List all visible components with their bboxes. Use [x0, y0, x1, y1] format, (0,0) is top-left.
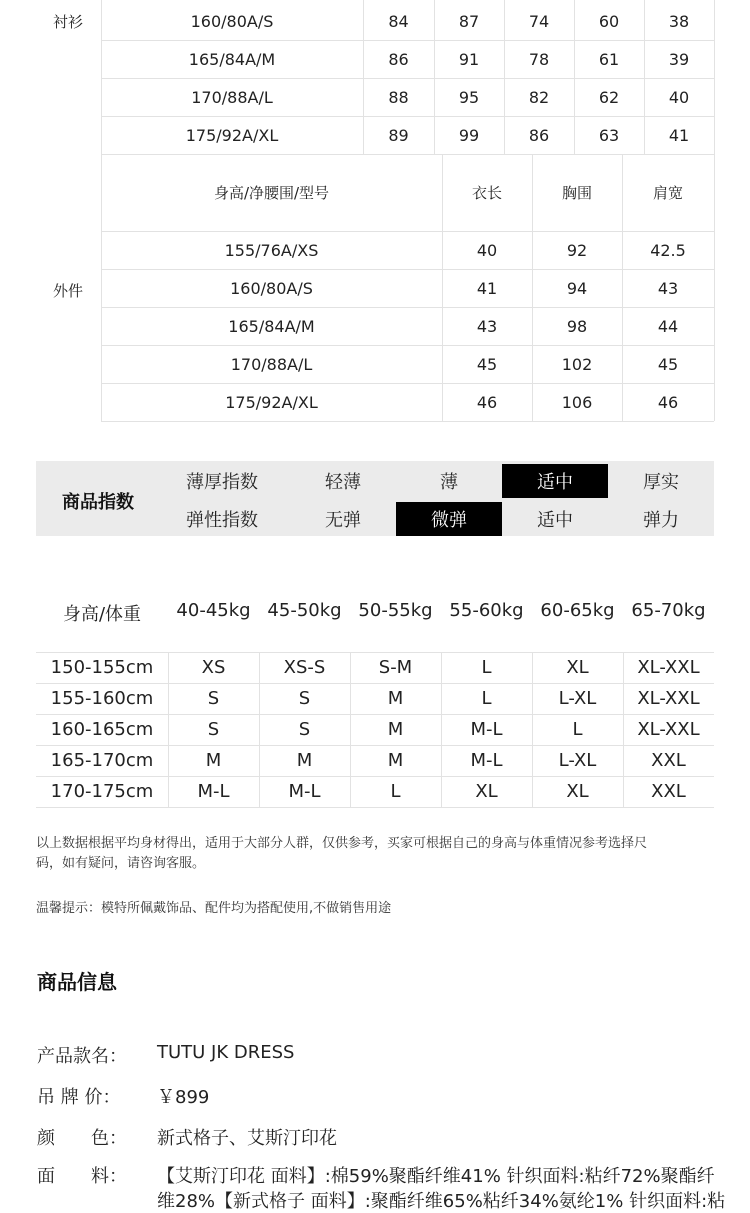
grid-line — [623, 652, 624, 807]
grid-line — [101, 421, 714, 422]
grid-line — [532, 652, 533, 807]
info-field-value: 【艾斯汀印花 面料】:棉59%聚酯纤维41% 针织面料:粘纤72%聚酯纤 — [157, 1166, 715, 1187]
rec-cell: 170-175cm — [50, 781, 154, 802]
outer-cell: 45 — [476, 354, 498, 374]
rec-header-cell: 60-65kg — [540, 600, 615, 621]
shirt-cell: 87 — [458, 11, 480, 31]
outer-cell: 155/76A/XS — [224, 240, 319, 260]
rec-cell: S — [207, 719, 220, 740]
rec-cell: XL-XXL — [637, 719, 700, 740]
shirt-cell: 39 — [668, 49, 690, 69]
info-field-value: ￥899 — [157, 1087, 210, 1108]
shirt-cell: 99 — [458, 125, 480, 145]
outer-cell: 41 — [476, 278, 498, 298]
shirt-cell: 170/88A/L — [191, 87, 273, 107]
grid-line — [574, 0, 575, 154]
data-note-line1: 以上数据根据平均身材得出，适用于大部分人群，仅供参考，买家可根据自己的身高与体重情况参考选择尺 — [36, 836, 648, 851]
outer-cell: 94 — [566, 278, 588, 298]
rec-header-cell: 45-50kg — [267, 600, 342, 621]
rec-cell: M-L — [288, 781, 321, 802]
index-option: 轻薄 — [325, 472, 361, 493]
rec-cell: M-L — [197, 781, 230, 802]
info-field-value: 维28%【新式格子 面料】:聚酯纤维65%粘纤34%氨纶1% 针织面料:粘 — [157, 1191, 726, 1212]
outer-cell: 102 — [561, 354, 593, 374]
outer-cell: 43 — [657, 278, 679, 298]
rec-cell: L-XL — [558, 688, 597, 709]
outer-header-cell: 衣长 — [471, 184, 502, 202]
index-row-label: 弹性指数 — [186, 510, 258, 531]
index-option: 弹力 — [643, 510, 679, 531]
outer-cell: 44 — [657, 316, 679, 336]
info-field-label: 吊 牌 价： — [37, 1087, 121, 1108]
rec-cell: M — [387, 750, 404, 771]
grid-line — [644, 0, 645, 154]
grid-line — [36, 652, 714, 653]
rec-cell: 150-155cm — [50, 657, 154, 678]
rec-cell: M — [205, 750, 222, 771]
outer-cell: 45 — [657, 354, 679, 374]
rec-cell: L — [572, 719, 583, 740]
rec-cell: XXL — [651, 750, 686, 771]
rec-header-cell: 55-60kg — [449, 600, 524, 621]
rec-cell: XL-XXL — [637, 688, 700, 709]
outer-cell: 165/84A/M — [228, 316, 315, 336]
rec-cell: L — [481, 657, 492, 678]
rec-cell: XL — [566, 781, 589, 802]
index-option: 无弹 — [325, 510, 361, 531]
outer-cell: 46 — [476, 392, 498, 412]
shirt-cell: 84 — [388, 11, 409, 31]
info-field-value: 新式格子、艾斯汀印花 — [157, 1128, 337, 1149]
info-field-label: 颜 色： — [37, 1128, 127, 1149]
shirt-cell: 91 — [458, 49, 480, 69]
rec-cell: XXL — [651, 781, 686, 802]
shirt-cell: 165/84A/M — [188, 49, 276, 69]
outer-cell: 160/80A/S — [230, 278, 313, 298]
grid-line — [532, 154, 533, 421]
rec-header-cell: 50-55kg — [358, 600, 433, 621]
rec-cell: XS — [201, 657, 226, 678]
info-field-label: 面 料： — [37, 1166, 127, 1187]
grid-line — [350, 652, 351, 807]
rec-cell: L — [390, 781, 401, 802]
grid-line — [259, 652, 260, 807]
index-option: 适中 — [537, 510, 573, 531]
info-field-label: 产品款名： — [37, 1046, 127, 1067]
grid-line — [714, 154, 715, 421]
shirt-cell: 74 — [528, 11, 550, 31]
rec-cell: M — [296, 750, 313, 771]
grid-line — [363, 0, 364, 154]
info-field-value: TUTU JK DRESS — [157, 1042, 295, 1063]
rec-cell: 165-170cm — [50, 750, 154, 771]
shirt-cell: 60 — [598, 11, 620, 31]
index-option: 厚实 — [643, 472, 679, 493]
outer-cell: 42.5 — [650, 240, 686, 260]
rec-header-cell: 65-70kg — [631, 600, 706, 621]
outer-cell: 43 — [476, 316, 498, 336]
grid-line — [101, 78, 714, 79]
rec-cell: XL — [566, 657, 589, 678]
rec-cell: L — [481, 688, 492, 709]
grid-line — [101, 154, 102, 421]
index-option: 适中 — [502, 464, 608, 498]
outer-header-cell: 身高/净腰围/型号 — [213, 184, 330, 202]
index-option: 薄 — [440, 472, 458, 493]
rec-header-cell: 身高/体重 — [62, 604, 142, 625]
outer-header-cell: 胸围 — [561, 184, 592, 202]
grid-line — [168, 652, 169, 807]
rec-cell: L-XL — [558, 750, 597, 771]
rec-cell: XL — [475, 781, 498, 802]
rec-cell: M — [387, 719, 404, 740]
shirt-cell: 175/92A/XL — [185, 125, 279, 145]
rec-cell: S — [207, 688, 220, 709]
outer-header-cell: 肩宽 — [652, 184, 683, 202]
grid-line — [622, 154, 623, 421]
outer-cell: 92 — [566, 240, 588, 260]
rec-cell: XS-S — [283, 657, 326, 678]
model-tip: 温馨提示：模特所佩戴饰品、配件均为搭配使用,不做销售用途 — [36, 901, 392, 916]
grid-line — [101, 116, 714, 117]
rec-cell: 160-165cm — [50, 719, 154, 740]
data-note-line2: 码，如有疑问，请咨询客服。 — [36, 856, 206, 871]
grid-line — [36, 807, 714, 808]
shirt-cell: 41 — [668, 125, 690, 145]
outer-cell: 106 — [561, 392, 593, 412]
shirt-cell: 38 — [668, 11, 690, 31]
rec-cell: M-L — [470, 750, 503, 771]
rec-cell: S-M — [378, 657, 413, 678]
grid-line — [434, 0, 435, 154]
rec-cell: M-L — [470, 719, 503, 740]
rec-header-cell: 40-45kg — [176, 600, 251, 621]
shirt-cell: 86 — [528, 125, 550, 145]
outer-cell: 46 — [657, 392, 679, 412]
grid-line — [714, 0, 715, 154]
shirt-section-label: 衬衫 — [53, 13, 84, 31]
product-index-title: 商品指数 — [62, 492, 134, 513]
grid-line — [504, 0, 505, 154]
shirt-cell: 160/80A/S — [190, 11, 274, 31]
grid-line — [442, 154, 443, 421]
shirt-cell: 40 — [668, 87, 690, 107]
shirt-cell: 86 — [388, 49, 409, 69]
grid-line — [441, 652, 442, 807]
grid-line — [36, 745, 714, 746]
index-row-label: 薄厚指数 — [186, 472, 258, 493]
rec-cell: S — [298, 688, 311, 709]
outer-cell: 170/88A/L — [230, 354, 313, 374]
rec-cell: S — [298, 719, 311, 740]
grid-line — [101, 40, 714, 41]
shirt-cell: 88 — [388, 87, 409, 107]
shirt-cell: 82 — [528, 87, 550, 107]
grid-line — [36, 776, 714, 777]
data-note — [36, 834, 726, 874]
rec-cell: 155-160cm — [50, 688, 154, 709]
shirt-cell: 78 — [528, 49, 550, 69]
index-option: 微弹 — [396, 502, 502, 536]
grid-line — [36, 714, 714, 715]
outer-cell: 98 — [566, 316, 588, 336]
shirt-cell: 61 — [598, 49, 620, 69]
rec-cell: M — [387, 688, 404, 709]
rec-cell: XL-XXL — [637, 657, 700, 678]
shirt-cell: 63 — [598, 125, 620, 145]
product-info-title: 商品信息 — [37, 970, 117, 994]
outer-cell: 40 — [476, 240, 498, 260]
shirt-cell: 62 — [598, 87, 620, 107]
outer-section-label: 外件 — [53, 282, 84, 300]
grid-line — [36, 683, 714, 684]
grid-line — [101, 0, 102, 154]
shirt-cell: 95 — [458, 87, 480, 107]
outer-cell: 175/92A/XL — [225, 392, 318, 412]
shirt-cell: 89 — [388, 125, 409, 145]
